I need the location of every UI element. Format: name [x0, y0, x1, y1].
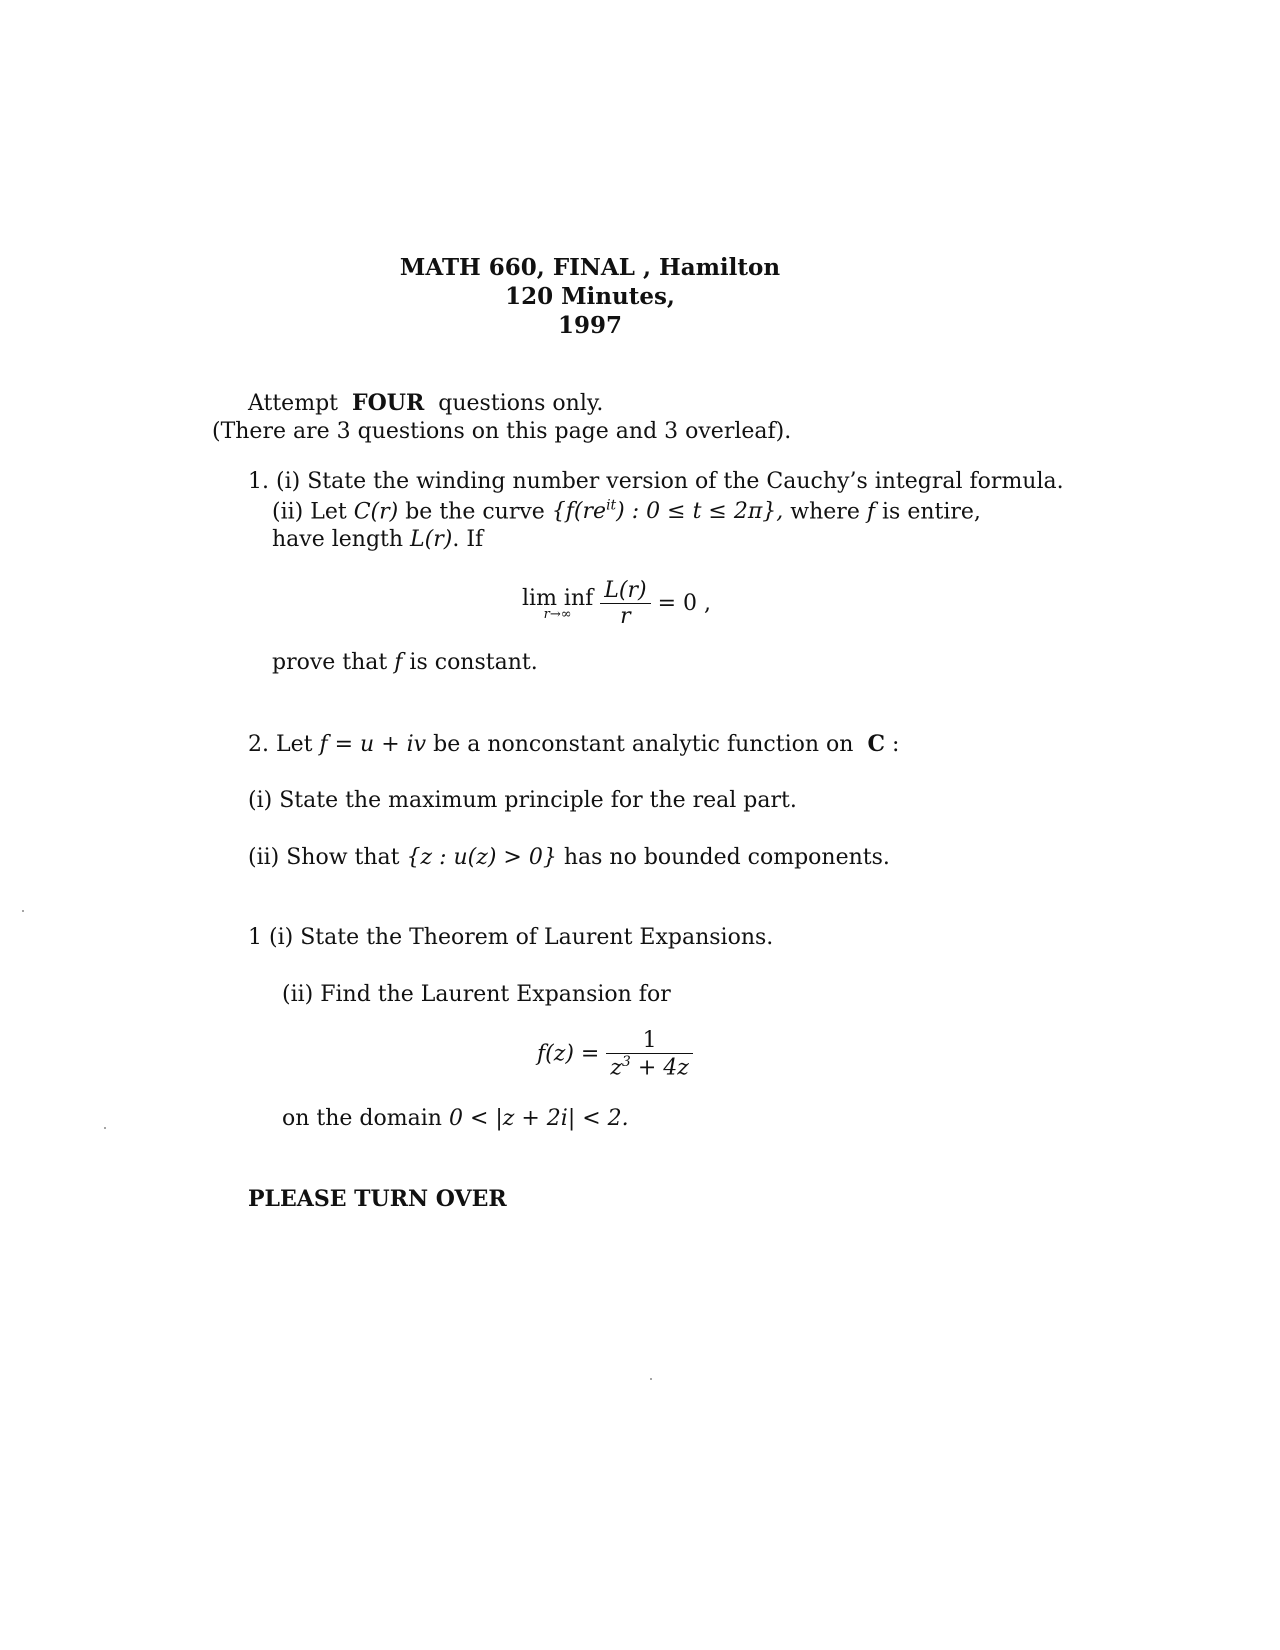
q3-lhs: f(z) =: [537, 1041, 600, 1067]
scan-speck: [650, 1378, 652, 1380]
q1-ii-where: where: [790, 499, 860, 525]
q3-part-i: [248, 925, 773, 950]
q1-frac-den: r: [620, 604, 631, 629]
q3-part-ii: (ii) Find the Laurent Expansion for: [282, 982, 671, 1007]
questions-note: (There are 3 questions on this page and 3 overleaf).: [212, 419, 792, 444]
q1-conclusion: [272, 650, 538, 675]
q1-curve-set: [552, 499, 783, 524]
q1-ii-let: (ii) Let: [272, 499, 347, 525]
q2-intro: [248, 731, 899, 757]
q2-function-expr: f = u + iv: [319, 732, 427, 757]
q3-on-the-domain: on the domain: [282, 1106, 442, 1131]
q1-curve-set-b: ) : 0 ≤ t ≤ 2π},: [616, 499, 784, 525]
q1-frac-num: L(r): [600, 578, 650, 604]
q1-liminf: [522, 586, 593, 622]
q1-have-length: have length: [272, 527, 404, 552]
attempt-pre: Attempt: [248, 391, 338, 416]
turn-over-notice: PLEASE TURN OVER: [248, 1186, 507, 1212]
scan-speck: [104, 1127, 106, 1129]
q1-fraction: [600, 578, 650, 629]
q3-function-equation: [537, 1028, 693, 1080]
q1-ii-be-the-curve: be the curve: [405, 499, 545, 525]
q2-part-ii: [248, 845, 890, 870]
q1-length-line: [272, 527, 483, 552]
q1-number: 1.: [248, 469, 269, 494]
scan-speck: [22, 910, 24, 912]
q1-f: f: [866, 499, 875, 525]
q1-eq-rhs: = 0 ,: [657, 591, 711, 616]
q1-curve-exponent: it: [606, 498, 617, 514]
q1-length-symbol: L(r): [410, 527, 453, 552]
exam-duration: 120 Minutes,: [505, 283, 675, 310]
q1-part-i-text: (i) State the winding number version of the Cauchy’s integral formula.: [276, 469, 1064, 494]
q2-set: {z : u(z) > 0}: [406, 845, 557, 870]
q3-domain: [282, 1106, 629, 1131]
q3-fraction: [606, 1028, 693, 1080]
q1-curve-set-a: {f(re: [551, 499, 607, 525]
attempt-post: questions only.: [438, 391, 604, 416]
exam-year: 1997: [557, 312, 622, 339]
q1-limit-equation: [522, 578, 711, 629]
q3-number: 1: [248, 925, 262, 950]
q2-number: 2.: [248, 732, 269, 757]
q2-intro-text: be a nonconstant analytic function on: [433, 732, 854, 757]
q1-prove-that: prove that: [272, 650, 388, 675]
q1-liminf-sub: r→∞: [543, 606, 572, 622]
q1-conclusion-f: f: [394, 650, 403, 675]
q1-liminf-text: lim inf: [522, 585, 594, 611]
attempt-instruction: [248, 390, 603, 416]
q3-frac-den: [606, 1054, 693, 1080]
q2-part-i: (i) State the maximum principle for the real part.: [248, 788, 797, 813]
q1-is-constant: is constant.: [409, 650, 538, 675]
q2-colon: :: [891, 732, 900, 757]
q1-curve-name: C(r): [353, 499, 399, 525]
exam-title: MATH 660, FINAL , Hamilton: [399, 254, 781, 281]
q3-domain-expr: 0 < |z + 2i| < 2.: [448, 1106, 629, 1131]
q1-part-i: [248, 469, 1064, 494]
q3-part-i-text: (i) State the Theorem of Laurent Expansions.: [269, 925, 774, 950]
q3-den-base: z: [610, 1055, 622, 1081]
q2-no-bounded: has no bounded components.: [563, 845, 890, 870]
q2-show-that: (ii) Show that: [248, 845, 400, 870]
q3-frac-num: 1: [606, 1028, 693, 1054]
q3-den-rest: + 4z: [630, 1055, 689, 1081]
q3-den-exp: 3: [621, 1054, 631, 1070]
q2-complex-plane: C: [867, 731, 885, 757]
q2-let: Let: [276, 732, 313, 757]
attempt-count: FOUR: [352, 390, 425, 416]
q1-part-ii: [272, 498, 981, 524]
q1-if: . If: [452, 527, 484, 552]
q1-ii-is-entire: is entire,: [882, 499, 981, 525]
